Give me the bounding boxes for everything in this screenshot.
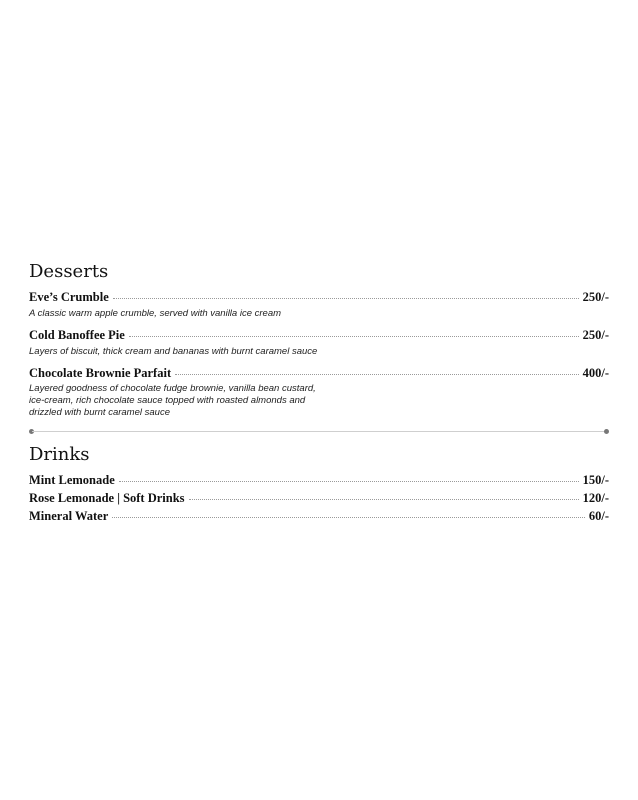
menu-item-cold-banoffee-pie bbox=[29, 329, 609, 342]
menu-item-rose-lemonade-soft-drinks bbox=[29, 492, 609, 505]
item-name: Chocolate Brownie Parfait bbox=[29, 366, 172, 380]
menu-item-chocolate-brownie-parfait bbox=[29, 367, 609, 380]
dotted-leader bbox=[119, 480, 579, 482]
dotted-leader bbox=[189, 498, 579, 500]
drinks-heading: Drinks bbox=[29, 444, 90, 465]
dotted-leader bbox=[112, 516, 585, 518]
item-description-line: ice-cream, rich chocolate sauce topped with roasted almonds and bbox=[29, 395, 306, 406]
menu-item-eves-crumble bbox=[29, 291, 609, 304]
divider-dot-right bbox=[604, 429, 609, 434]
item-description: A classic warm apple crumble, served with vanilla ice cream bbox=[29, 308, 282, 319]
section-divider bbox=[29, 431, 609, 432]
item-description-line: drizzled with burnt caramel sauce bbox=[29, 407, 170, 418]
item-price: 120/- bbox=[582, 491, 609, 505]
item-price: 400/- bbox=[582, 366, 609, 380]
dotted-leader bbox=[129, 335, 579, 337]
item-price: 150/- bbox=[582, 473, 609, 487]
item-price: 250/- bbox=[582, 290, 609, 304]
divider-line bbox=[32, 431, 606, 432]
dotted-leader bbox=[175, 373, 579, 375]
item-name: Cold Banoffee Pie bbox=[29, 328, 125, 342]
dotted-leader bbox=[113, 297, 579, 299]
item-description bbox=[29, 383, 319, 419]
item-price: 60/- bbox=[588, 509, 609, 523]
item-description: Layers of biscuit, thick cream and bananas with burnt caramel sauce bbox=[29, 346, 318, 357]
menu-item-mineral-water bbox=[29, 510, 609, 523]
item-name: Mineral Water bbox=[29, 509, 109, 523]
item-name: Rose Lemonade | Soft Drinks bbox=[29, 491, 185, 505]
item-description-line: Layered goodness of chocolate fudge brownie, vanilla bean custard, bbox=[29, 383, 316, 394]
desserts-heading: Desserts bbox=[29, 261, 109, 282]
item-price: 250/- bbox=[582, 328, 609, 342]
menu-item-mint-lemonade bbox=[29, 474, 609, 487]
item-name: Mint Lemonade bbox=[29, 473, 115, 487]
item-name: Eve’s Crumble bbox=[29, 290, 109, 304]
